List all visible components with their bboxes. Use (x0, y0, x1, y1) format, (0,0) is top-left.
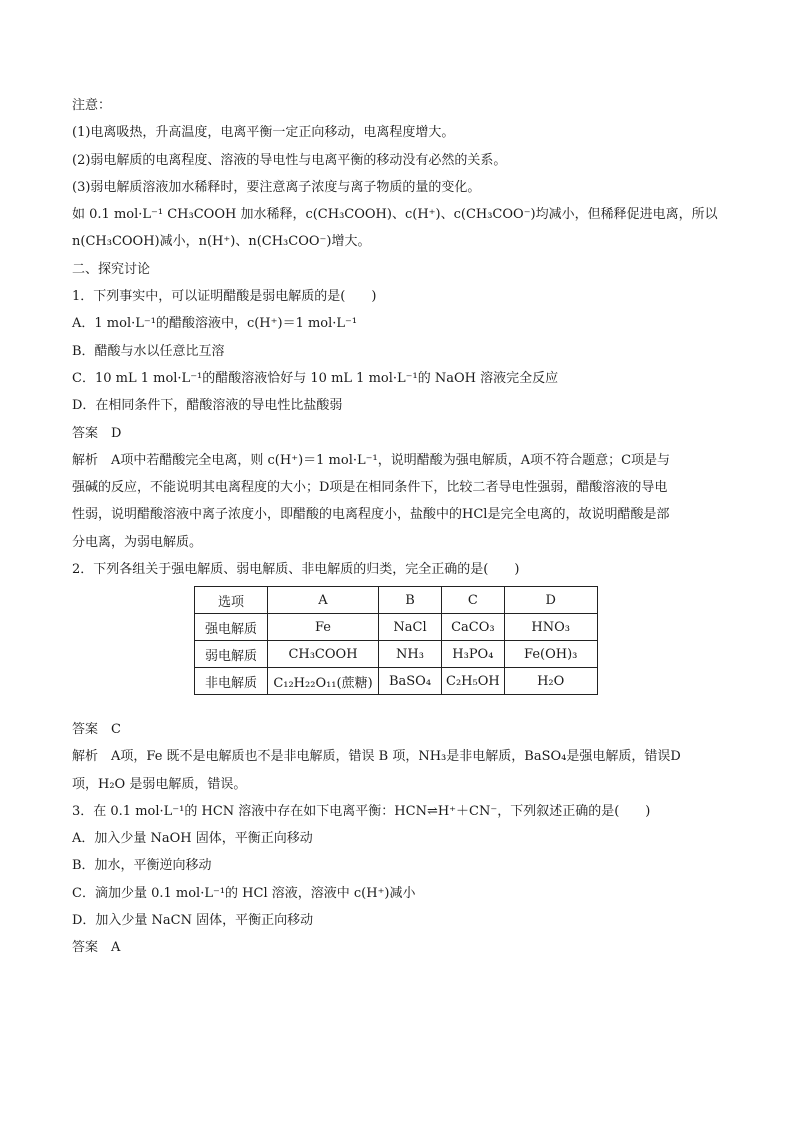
note-2: (2)弱电解质的电离程度、溶液的导电性与电离平衡的移动没有必然的关系。 (72, 152, 507, 168)
q1-analysis-2: 强碱的反应，不能说明其电离程度的大小；D项是在相同条件下，比较二者导电性强弱，醋酸溶液的导电 (72, 480, 668, 496)
q1-option-a: A．1 mol·L⁻¹的醋酸溶液中，c(H⁺)＝1 mol·L⁻¹ (72, 316, 358, 332)
q2-stem: 2．下列各组关于强电解质、弱电解质、非电解质的归类，完全正确的是( ) (72, 562, 520, 578)
q1-analysis-1: 解析 A项中若醋酸完全电离，则 c(H⁺)＝1 mol·L⁻¹，说明醋酸为强电解质，A项不符合题意；C项是与 (72, 452, 671, 468)
q1-analysis-3: 性弱，说明醋酸溶液中离子浓度小，即醋酸的电离程度小，盐酸中的HCl是完全电离的，故说明醋酸是部 (72, 507, 670, 523)
q3-stem: 3．在 0.1 mol·L⁻¹的 HCN 溶液中存在如下电离平衡：HCN⇌H⁺＋CN⁻，下列叙述正确的是( ) (72, 803, 651, 819)
table-cell: 强电解质 (195, 614, 268, 641)
table-row (195, 641, 598, 668)
table-cell: C₂H₅OH (442, 668, 505, 695)
table-cell: H₃PO₄ (442, 641, 505, 668)
q3-option-a: A．加入少量 NaOH 固体，平衡正向移动 (72, 831, 313, 847)
q2-answer: 答案 C (72, 722, 121, 737)
table-cell: C₁₂H₂₂O₁₁(蔗糖) (268, 668, 379, 695)
q1-stem: 1．下列事实中，可以证明醋酸是弱电解质的是( ) (72, 289, 377, 305)
table-cell: H₂O (504, 668, 597, 695)
table-header-cell: 选项 (195, 587, 268, 614)
q1-option-c: C．10 mL 1 mol·L⁻¹的醋酸溶液恰好与 10 mL 1 mol·L⁻¹的 NaOH 溶液完全反应 (72, 370, 559, 386)
classification-table (194, 586, 598, 695)
table-header-cell: B (379, 587, 442, 614)
table-header-cell: C (442, 587, 505, 614)
table-header-cell: A (268, 587, 379, 614)
table-cell: Fe(OH)₃ (504, 641, 597, 668)
q2-analysis-2: 项，H₂O 是弱电解质，错误。 (72, 776, 247, 792)
q1-answer: 答案 D (72, 425, 122, 441)
note-1: (1)电离吸热，升高温度，电离平衡一定正向移动，电离程度增大。 (72, 125, 455, 141)
table-cell: Fe (268, 614, 379, 641)
q3-answer: 答案 A (72, 940, 121, 956)
q1-option-d: D．在相同条件下，醋酸溶液的导电性比盐酸弱 (72, 398, 343, 414)
table-cell: BaSO₄ (379, 668, 442, 695)
q2-analysis-1: 解析 A项，Fe 既不是电解质也不是非电解质，错误 B 项，NH₃是非电解质，BaSO₄是强电解质，错误D (72, 749, 681, 765)
table-cell: CH₃COOH (268, 641, 379, 668)
table-header-cell: D (504, 587, 597, 614)
document-body (72, 92, 724, 583)
table-cell: NH₃ (379, 641, 442, 668)
table-row (195, 614, 598, 641)
table-cell: 弱电解质 (195, 641, 268, 668)
notes-heading: 注意： (72, 98, 112, 113)
note-example-line-2: n(CH₃COOH)减小，n(H⁺)、n(CH₃COO⁻)增大。 (72, 234, 371, 250)
table-cell: CaCO₃ (442, 614, 505, 641)
q1-option-b: B．醋酸与水以任意比互溶 (72, 343, 225, 359)
table-cell: 非电解质 (195, 668, 268, 695)
table-row (195, 668, 598, 695)
q3-option-b: B．加水，平衡逆向移动 (72, 858, 212, 874)
table-cell: NaCl (379, 614, 442, 641)
table-header-row (195, 587, 598, 614)
q1-analysis-4: 分电离，为弱电解质。 (72, 534, 203, 550)
note-example-line-1: 如 0.1 mol·L⁻¹ CH₃COOH 加水稀释，c(CH₃COOH)、c(H⁺)、c(CH₃COO⁻)均减小，但稀释促进电离，所以 (72, 207, 718, 223)
section-title: 二、探究讨论 (72, 261, 151, 277)
q3-option-c: C．滴加少量 0.1 mol·L⁻¹的 HCl 溶液，溶液中 c(H⁺)减小 (72, 885, 416, 901)
q3-option-d: D．加入少量 NaCN 固体，平衡正向移动 (72, 913, 314, 929)
table-cell: HNO₃ (504, 614, 597, 641)
note-3: (3)弱电解质溶液加水稀释时，要注意离子浓度与离子物质的量的变化。 (72, 179, 481, 195)
document-body-lower (72, 716, 724, 962)
